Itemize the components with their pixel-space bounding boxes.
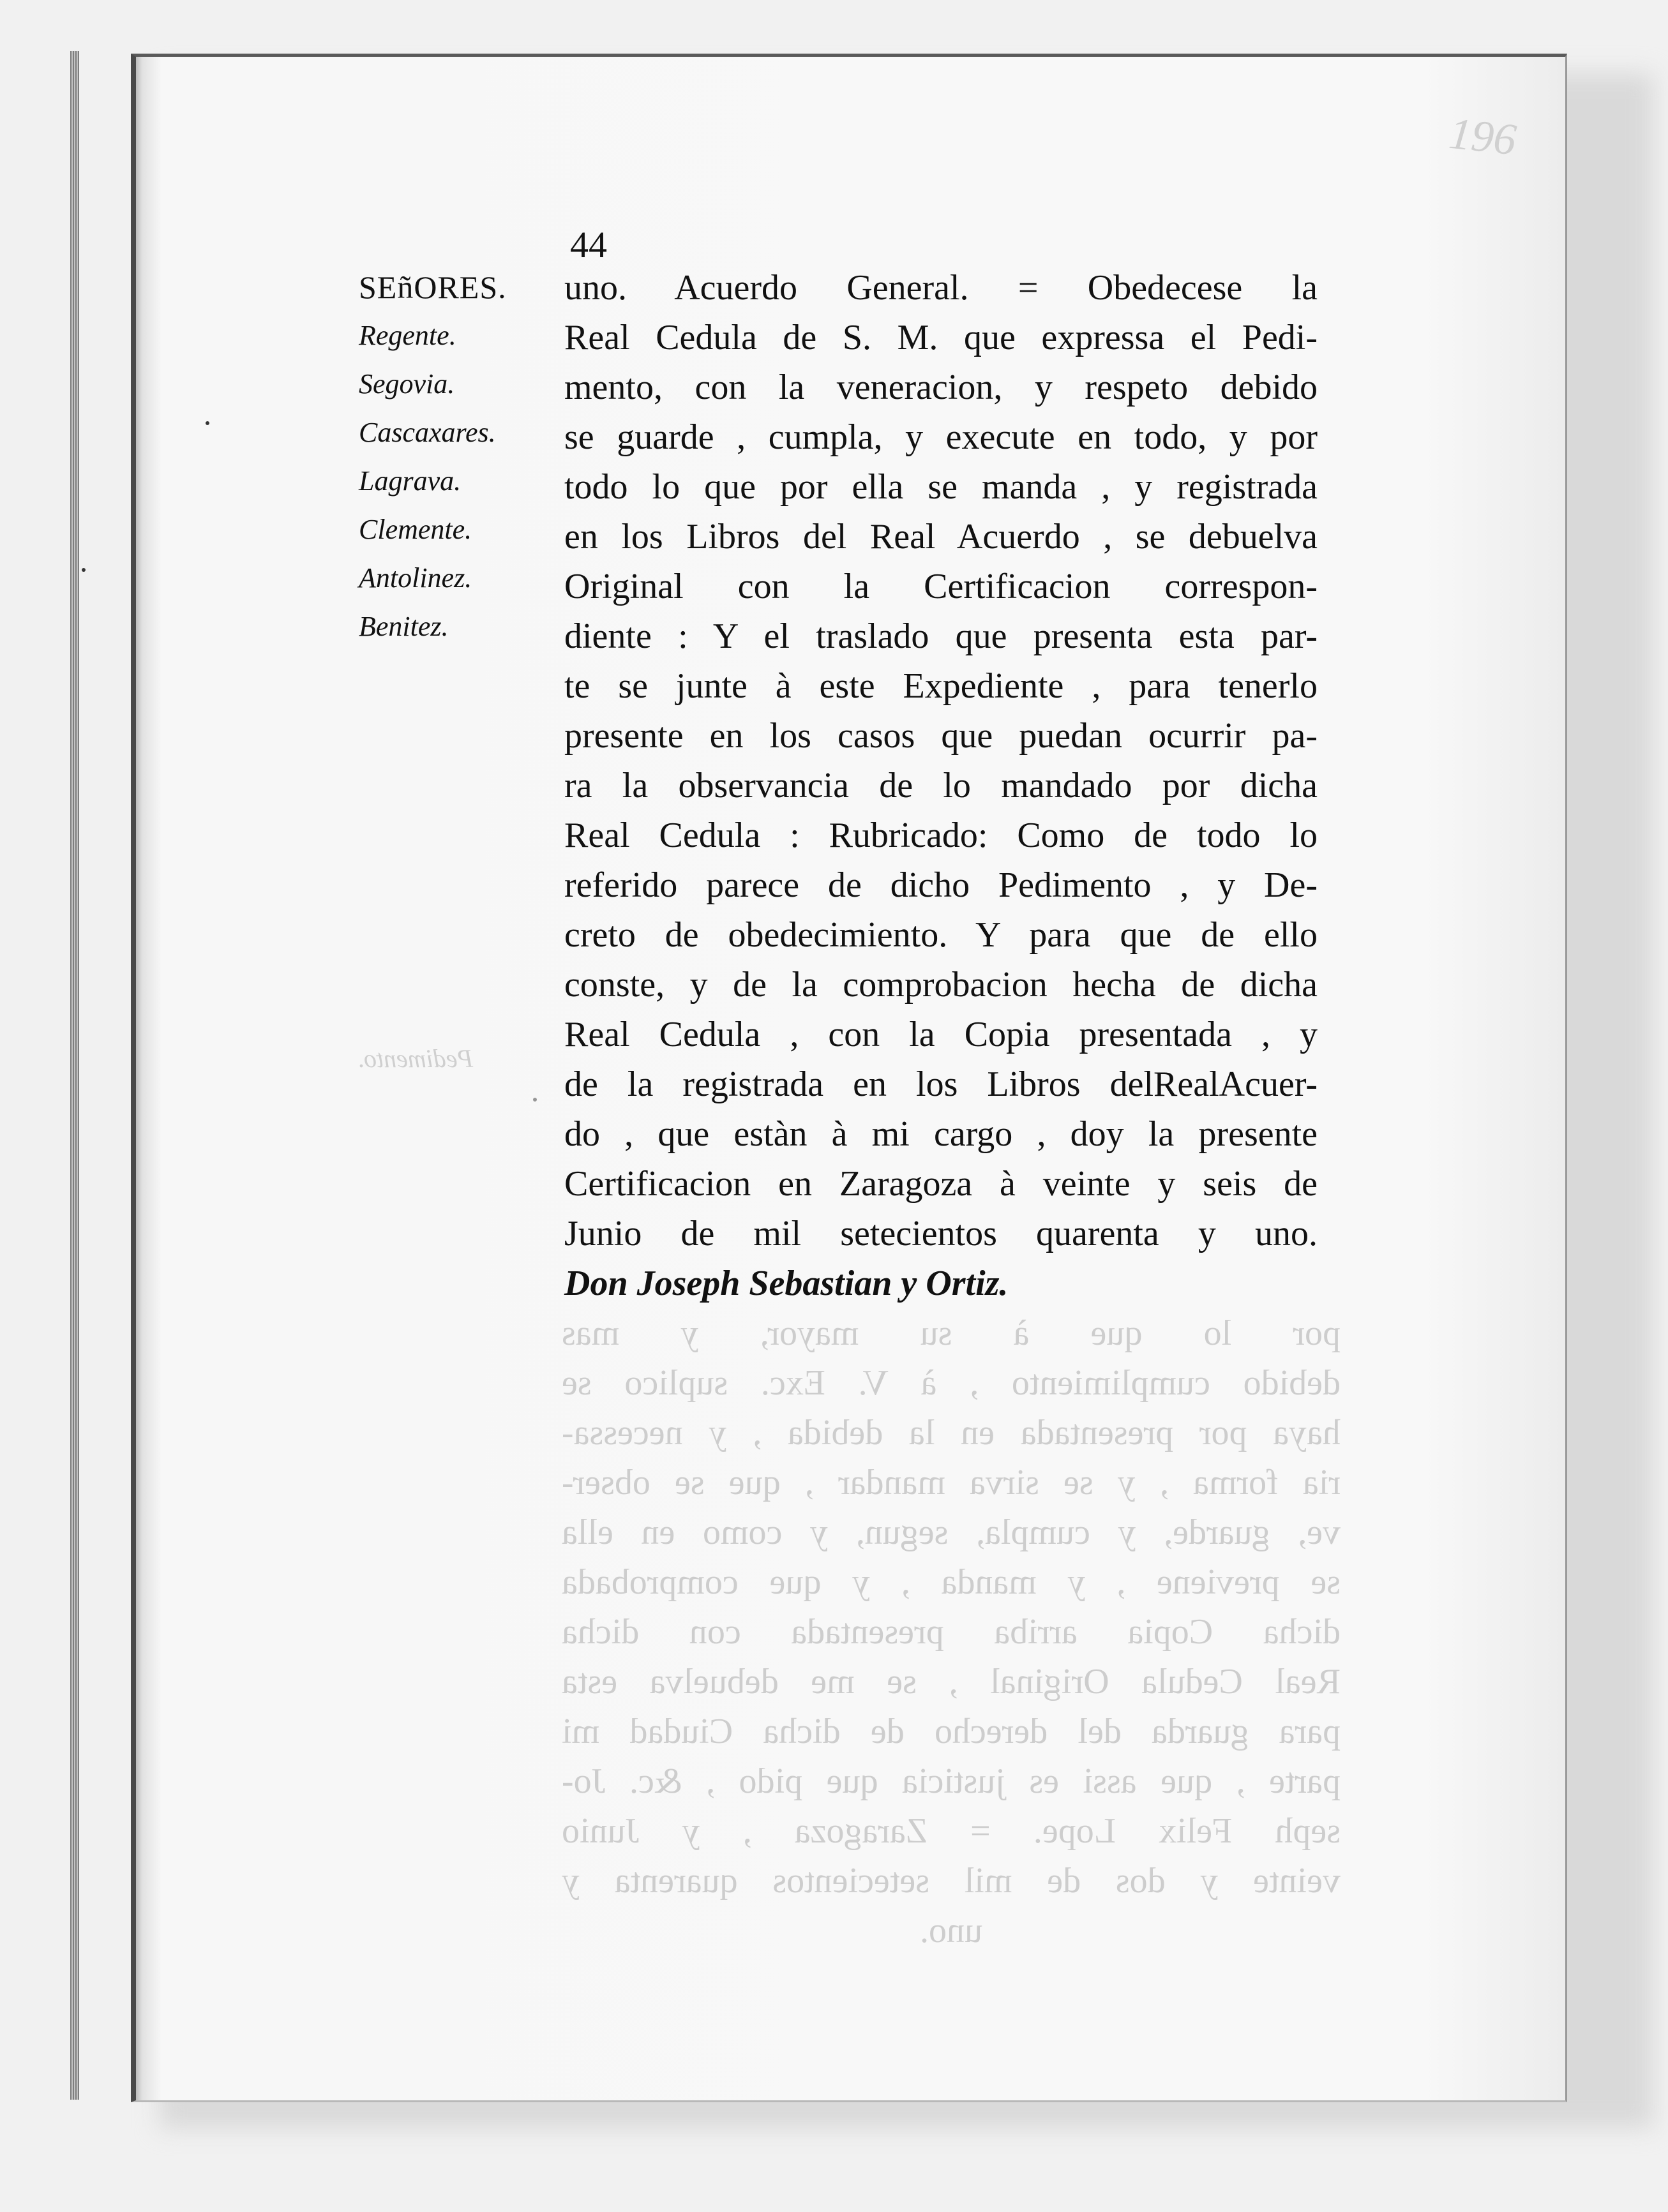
body-line: todo lo que por ella se manda , y registrada xyxy=(564,467,1318,507)
bleed-line: Real Cedula Original , se me debuelva esta xyxy=(562,1662,1341,1701)
bleed-line: haya por presentada en la debida , y necessa- xyxy=(562,1413,1341,1453)
bleed-line: debido cumplimiento , à V. Exc. suplico se xyxy=(562,1363,1341,1403)
bleed-through-margin-note: Pedimento. xyxy=(357,1044,474,1073)
bleed-line: uno. xyxy=(920,1911,982,1950)
body-line: presente en los casos que puedan ocurrir pa- xyxy=(564,716,1318,756)
handwritten-folio-number: 196 xyxy=(1446,108,1519,165)
bleed-line: veinte y dos de mil setecientos quarenta y xyxy=(562,1861,1341,1901)
body-line: Original con la Certificacion correspon- xyxy=(564,567,1318,606)
page-number: 44 xyxy=(570,224,607,265)
margin-name: Benitez. xyxy=(359,611,449,642)
body-line: Real Cedula : Rubricado: Como de todo lo xyxy=(564,816,1318,855)
bleed-through-text xyxy=(562,1308,1341,1955)
ink-speck xyxy=(206,421,209,425)
margin-heading: SEñORES. xyxy=(359,269,507,305)
body-line: Real Cedula de S. M. que expressa el Pedi- xyxy=(564,318,1318,357)
bleed-line: dicha Copia arriba presentada con dicha xyxy=(562,1612,1341,1652)
body-text xyxy=(564,263,1318,1308)
body-line: conste, y de la comprobacion hecha de dicha xyxy=(564,965,1318,1005)
body-line: de la registrada en los Libros delRealAcuer- xyxy=(564,1065,1318,1104)
bleed-line: por lo que à su mayor, y mas xyxy=(562,1313,1341,1353)
body-line: Junio de mil setecientos quarenta y uno. xyxy=(564,1214,1318,1253)
body-line: uno. Acuerdo General. = Obedecese la xyxy=(564,268,1318,308)
margin-name: Lagrava. xyxy=(359,465,462,497)
bleed-line: ve, guarde, y cumpla, segun, y como en ella xyxy=(562,1513,1341,1552)
body-line: do , que estàn à mi cargo , doy la presente xyxy=(564,1114,1318,1154)
body-line: Certificacion en Zaragoza à veinte y seis de xyxy=(564,1164,1318,1204)
margin-name: Antolinez. xyxy=(359,562,472,594)
bleed-line: para guarda del derecho de dicha Ciudad mi xyxy=(562,1712,1341,1751)
margin-name: Regente. xyxy=(359,320,456,351)
ink-speck xyxy=(82,568,86,572)
body-line: en los Libros del Real Acuerdo , se debuelva xyxy=(564,517,1318,557)
body-line: se guarde , cumpla, y execute en todo, y por xyxy=(564,417,1318,457)
page-stack-edge xyxy=(70,51,79,2100)
body-line: te se junte à este Expediente , para tenerlo xyxy=(564,666,1318,706)
body-line: diente : Y el traslado que presenta esta par- xyxy=(564,617,1318,656)
body-line: creto de obedecimiento. Y para que de ello xyxy=(564,915,1318,955)
margin-names xyxy=(359,263,550,651)
ink-speck xyxy=(533,1098,537,1102)
body-line: mento, con la veneracion, y respeto debido xyxy=(564,368,1318,407)
body-line: ra la observancia de lo mandado por dicha xyxy=(564,766,1318,805)
bleed-line: ria forma , y se sirva mandar , que se obser- xyxy=(562,1463,1341,1502)
margin-name: Segovia. xyxy=(359,368,455,400)
bleed-line: se previene , y manda , y que comprobada xyxy=(562,1562,1341,1602)
margin-name: Cascaxares. xyxy=(359,417,496,448)
bleed-line: seph Felix Lope. = Zaragoza , y Junio xyxy=(562,1811,1341,1851)
body-line: Real Cedula , con la Copia presentada , y xyxy=(564,1015,1318,1054)
bleed-line: parte , que assi es justicia que pido , &c. Jo- xyxy=(562,1761,1341,1801)
signature: Don Joseph Sebastian y Ortiz. xyxy=(564,1264,1009,1303)
margin-name: Clemente. xyxy=(359,514,472,545)
body-line: referido parece de dicho Pedimento , y De- xyxy=(564,865,1318,905)
